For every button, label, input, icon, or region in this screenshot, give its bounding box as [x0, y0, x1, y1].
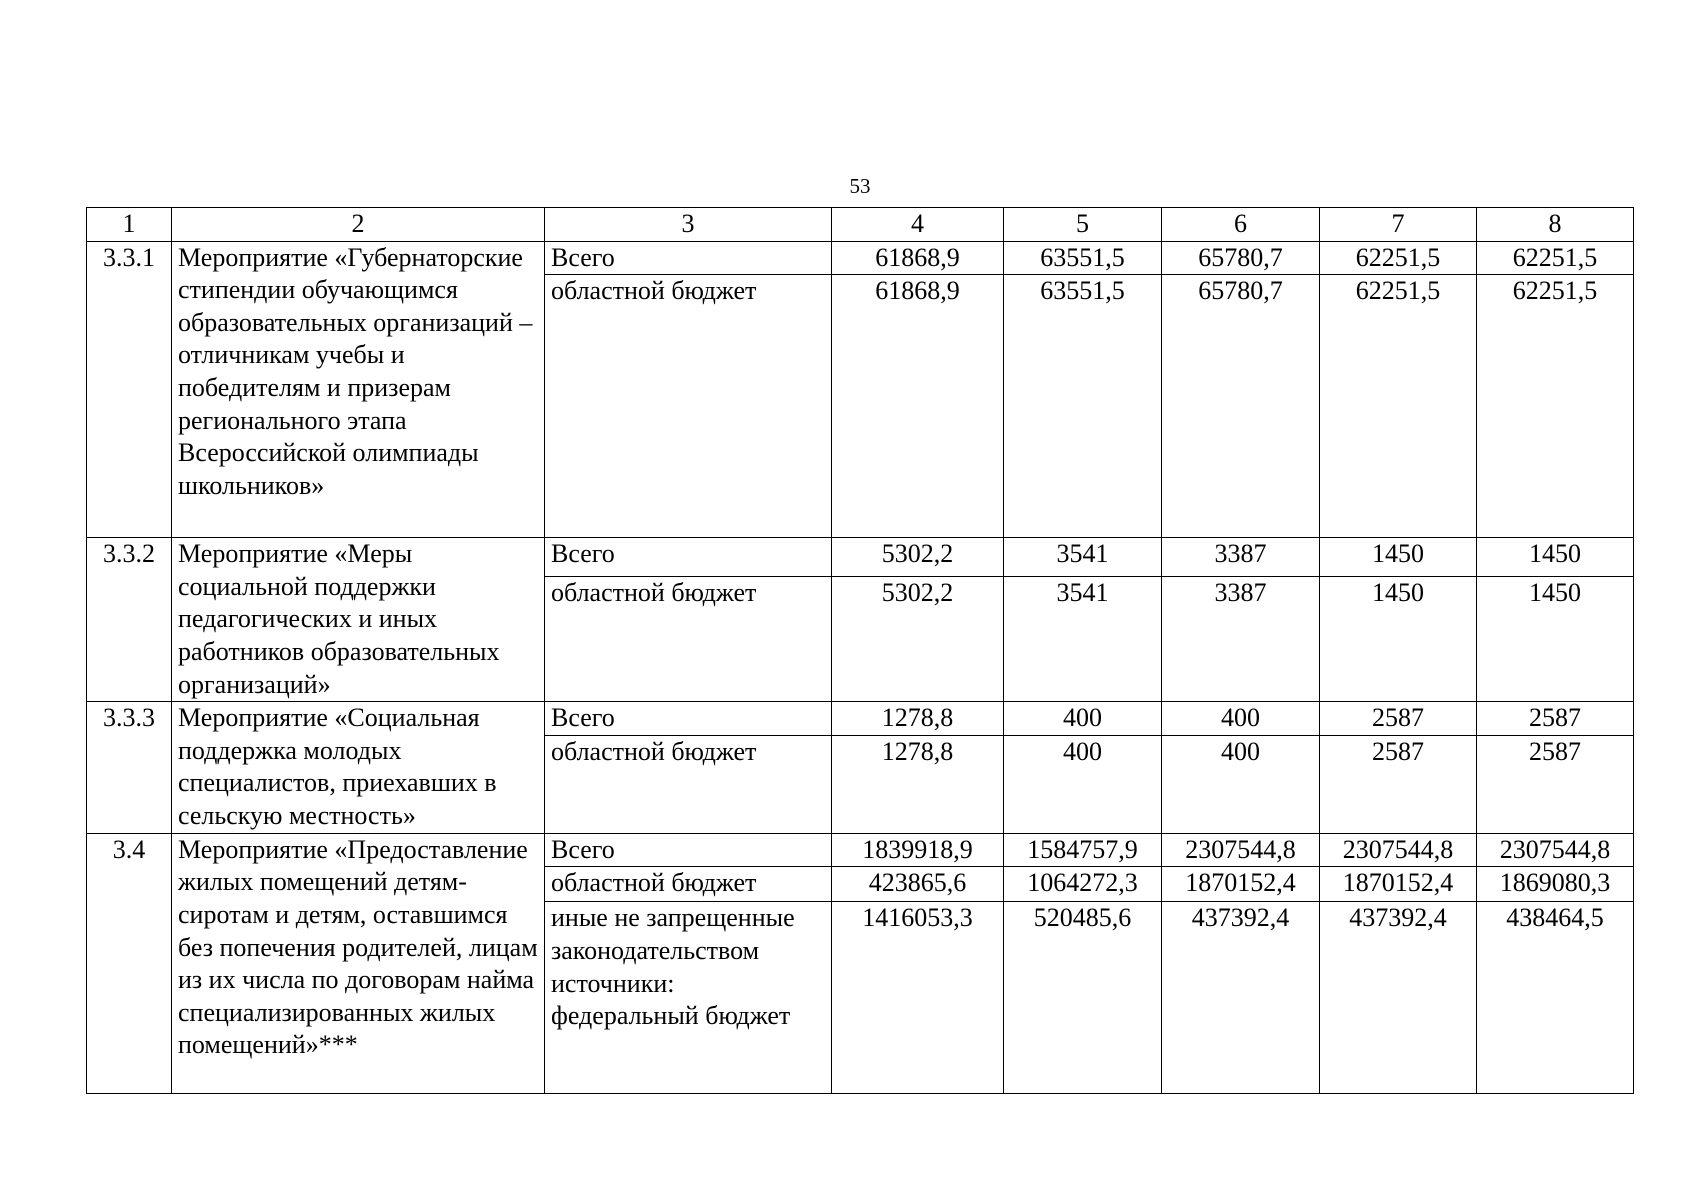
- value-cell: 400: [1004, 735, 1162, 833]
- page-number: 53: [849, 174, 871, 198]
- value-cell: 438464,5: [1477, 902, 1634, 1094]
- value-cell: 3541: [1004, 538, 1162, 577]
- table-row: [87, 833, 1634, 867]
- funding-source: Всего: [545, 241, 832, 275]
- value-cell: 1278,8: [832, 735, 1004, 833]
- value-cell: 1584757,9: [1004, 833, 1162, 867]
- value-cell: 61868,9: [832, 275, 1004, 538]
- column-header: 1: [87, 208, 172, 242]
- value-cell: 520485,6: [1004, 902, 1162, 1094]
- table-row: [87, 538, 1634, 577]
- value-cell: 1839918,9: [832, 833, 1004, 867]
- activity-name: Мероприятие «Губернаторские стипендии обучающимся образовательных организаций – отличникам учебы и победителям и призерам регионального этапа Всероссийской олимпиады школьников»: [172, 241, 545, 538]
- column-header: 7: [1320, 208, 1477, 242]
- value-cell: 1450: [1320, 538, 1477, 577]
- value-cell: 2307544,8: [1162, 833, 1320, 867]
- value-cell: 62251,5: [1320, 241, 1477, 275]
- funding-source: Всего: [545, 833, 832, 867]
- activity-name: Мероприятие «Социальная поддержка молодых специалистов, приехавших в сельскую местность»: [172, 702, 545, 834]
- value-cell: 1064272,3: [1004, 867, 1162, 902]
- funding-source: Всего: [545, 702, 832, 736]
- column-header: 4: [832, 208, 1004, 242]
- value-cell: 400: [1162, 702, 1320, 736]
- funding-source: областной бюджет: [545, 577, 832, 702]
- value-cell: 437392,4: [1320, 902, 1477, 1094]
- value-cell: 3541: [1004, 577, 1162, 702]
- funding-source: иные не запрещенные законодательством источники: федеральный бюджет: [545, 902, 832, 1094]
- activity-code: 3.3.2: [87, 538, 172, 702]
- value-cell: 1870152,4: [1320, 867, 1477, 902]
- activity-name: Мероприятие «Меры социальной поддержки педагогических и иных работников образовательных организаций»: [172, 538, 545, 702]
- value-cell: 1450: [1477, 577, 1634, 702]
- budget-table: [86, 207, 1634, 1094]
- value-cell: 2587: [1320, 702, 1477, 736]
- value-cell: 1416053,3: [832, 902, 1004, 1094]
- value-cell: 65780,7: [1162, 241, 1320, 275]
- value-cell: 5302,2: [832, 538, 1004, 577]
- column-header: 5: [1004, 208, 1162, 242]
- table-row: [87, 241, 1634, 275]
- value-cell: 437392,4: [1162, 902, 1320, 1094]
- value-cell: 1278,8: [832, 702, 1004, 736]
- column-header: 8: [1477, 208, 1634, 242]
- value-cell: 423865,6: [832, 867, 1004, 902]
- funding-source: Всего: [545, 538, 832, 577]
- value-cell: 400: [1162, 735, 1320, 833]
- value-cell: 400: [1004, 702, 1162, 736]
- value-cell: 5302,2: [832, 577, 1004, 702]
- value-cell: 2587: [1477, 702, 1634, 736]
- value-cell: 62251,5: [1320, 275, 1477, 538]
- value-cell: 1870152,4: [1162, 867, 1320, 902]
- value-cell: 1869080,3: [1477, 867, 1634, 902]
- activity-code: 3.4: [87, 833, 172, 1094]
- funding-source: областной бюджет: [545, 867, 832, 902]
- value-cell: 1450: [1320, 577, 1477, 702]
- activity-code: 3.3.3: [87, 702, 172, 834]
- value-cell: 61868,9: [832, 241, 1004, 275]
- column-header: 3: [545, 208, 832, 242]
- value-cell: 65780,7: [1162, 275, 1320, 538]
- value-cell: 2307544,8: [1320, 833, 1477, 867]
- value-cell: 62251,5: [1477, 275, 1634, 538]
- value-cell: 63551,5: [1004, 275, 1162, 538]
- table-header-row: [87, 208, 1634, 242]
- value-cell: 62251,5: [1477, 241, 1634, 275]
- column-header: 2: [172, 208, 545, 242]
- value-cell: 2587: [1477, 735, 1634, 833]
- activity-code: 3.3.1: [87, 241, 172, 538]
- value-cell: 2307544,8: [1477, 833, 1634, 867]
- activity-name: Мероприятие «Предоставление жилых помещений детям-сиротам и детям, оставшимся без попечения родителей, лицам из их числа по договорам найма специализированных жилых помещений»***: [172, 833, 545, 1094]
- value-cell: 2587: [1320, 735, 1477, 833]
- column-header: 6: [1162, 208, 1320, 242]
- funding-source: областной бюджет: [545, 275, 832, 538]
- value-cell: 3387: [1162, 538, 1320, 577]
- table-row: [87, 702, 1634, 736]
- value-cell: 63551,5: [1004, 241, 1162, 275]
- value-cell: 1450: [1477, 538, 1634, 577]
- funding-source: областной бюджет: [545, 735, 832, 833]
- value-cell: 3387: [1162, 577, 1320, 702]
